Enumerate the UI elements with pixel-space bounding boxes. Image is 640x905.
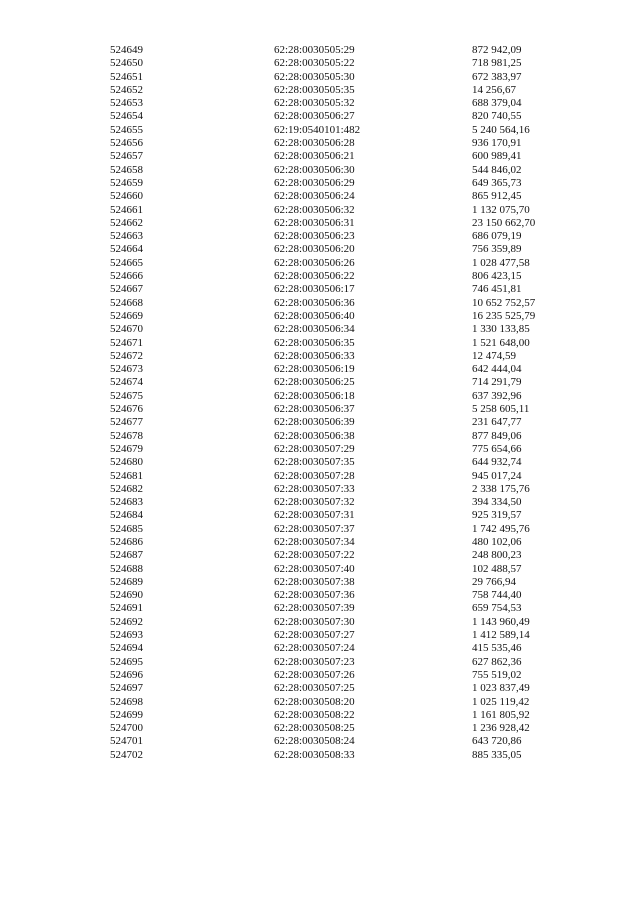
table-row xyxy=(110,110,570,123)
table-row xyxy=(110,629,570,642)
table-row xyxy=(110,204,570,217)
row-number: 524664 xyxy=(110,243,143,256)
table-row xyxy=(110,190,570,203)
table-row xyxy=(110,669,570,682)
table-row xyxy=(110,323,570,336)
table-row xyxy=(110,430,570,443)
cadastral-value: 544 846,02 xyxy=(472,163,522,176)
cadastral-number: 62:28:0030506:30 xyxy=(274,163,355,176)
row-number: 524651 xyxy=(110,70,143,83)
table-row xyxy=(110,509,570,522)
table-row xyxy=(110,376,570,389)
cadastral-number: 62:28:0030507:26 xyxy=(274,668,355,681)
cadastral-number: 62:28:0030506:35 xyxy=(274,336,355,349)
table-row xyxy=(110,150,570,163)
table-row xyxy=(110,456,570,469)
cadastral-value: 1 025 119,42 xyxy=(472,695,530,708)
cadastral-value: 649 365,73 xyxy=(472,176,522,189)
row-number: 524676 xyxy=(110,403,143,416)
row-number: 524649 xyxy=(110,44,143,56)
cadastral-value: 1 236 928,42 xyxy=(472,722,530,735)
row-number: 524661 xyxy=(110,203,143,216)
table-row xyxy=(110,297,570,310)
table-row xyxy=(110,97,570,110)
table-row xyxy=(110,443,570,456)
cadastral-number: 62:28:0030508:24 xyxy=(274,735,355,748)
row-number: 524683 xyxy=(110,496,143,509)
table-row xyxy=(110,642,570,655)
cadastral-number: 62:28:0030506:27 xyxy=(274,110,355,123)
cadastral-number: 62:28:0030507:23 xyxy=(274,655,355,668)
row-number: 524686 xyxy=(110,535,143,548)
cadastral-value: 806 423,15 xyxy=(472,270,522,283)
row-number: 524652 xyxy=(110,83,143,96)
cadastral-value: 688 379,04 xyxy=(472,97,522,110)
cadastral-number: 62:28:0030507:38 xyxy=(274,575,355,588)
table-row xyxy=(110,243,570,256)
table-row xyxy=(110,350,570,363)
table-row xyxy=(110,124,570,137)
cadastral-value: 659 754,53 xyxy=(472,602,522,615)
cadastral-number: 62:28:0030507:35 xyxy=(274,456,355,469)
row-number: 524675 xyxy=(110,389,143,402)
table-row xyxy=(110,337,570,350)
table-row xyxy=(110,310,570,323)
cadastral-value: 16 235 525,79 xyxy=(472,309,536,322)
cadastral-number: 62:28:0030507:31 xyxy=(274,509,355,522)
cadastral-value: 686 079,19 xyxy=(472,230,522,243)
row-number: 524662 xyxy=(110,216,143,229)
row-number: 524688 xyxy=(110,562,143,575)
cadastral-value: 1 742 495,76 xyxy=(472,522,530,535)
table-row xyxy=(110,483,570,496)
cadastral-value: 1 028 477,58 xyxy=(472,256,530,269)
cadastral-number: 62:28:0030506:22 xyxy=(274,270,355,283)
cadastral-number: 62:28:0030506:37 xyxy=(274,403,355,416)
table-row xyxy=(110,137,570,150)
row-number: 524660 xyxy=(110,190,143,203)
row-number: 524671 xyxy=(110,336,143,349)
table-row xyxy=(110,549,570,562)
table-row xyxy=(110,230,570,243)
cadastral-value: 23 150 662,70 xyxy=(472,216,536,229)
table-row xyxy=(110,390,570,403)
table-row xyxy=(110,363,570,376)
cadastral-number: 62:28:0030508:22 xyxy=(274,708,355,721)
row-number: 524697 xyxy=(110,682,143,695)
cadastral-value: 394 334,50 xyxy=(472,496,522,509)
cadastral-value: 5 240 564,16 xyxy=(472,123,530,136)
table-row xyxy=(110,722,570,735)
cadastral-value: 877 849,06 xyxy=(472,429,522,442)
cadastral-number: 62:28:0030506:25 xyxy=(274,376,355,389)
table-row xyxy=(110,696,570,709)
cadastral-number: 62:28:0030506:28 xyxy=(274,137,355,150)
row-number: 524678 xyxy=(110,429,143,442)
table-row xyxy=(110,589,570,602)
cadastral-value: 600 989,41 xyxy=(472,150,522,163)
cadastral-number: 62:28:0030506:32 xyxy=(274,203,355,216)
cadastral-value: 775 654,66 xyxy=(472,442,522,455)
cadastral-value: 936 170,91 xyxy=(472,137,522,150)
cadastral-value: 758 744,40 xyxy=(472,589,522,602)
row-number: 524667 xyxy=(110,283,143,296)
table-row xyxy=(110,523,570,536)
cadastral-value: 415 535,46 xyxy=(472,642,522,655)
row-number: 524690 xyxy=(110,589,143,602)
cadastral-value: 480 102,06 xyxy=(472,535,522,548)
table-row xyxy=(110,709,570,722)
cadastral-number: 62:28:0030507:37 xyxy=(274,522,355,535)
table-row xyxy=(110,257,570,270)
cadastral-value: 10 652 752,57 xyxy=(472,296,536,309)
table-row xyxy=(110,84,570,97)
table-row xyxy=(110,749,570,762)
cadastral-number: 62:28:0030507:28 xyxy=(274,469,355,482)
row-number: 524692 xyxy=(110,615,143,628)
cadastral-number: 62:28:0030506:40 xyxy=(274,309,355,322)
cadastral-value: 642 444,04 xyxy=(472,363,522,376)
cadastral-number: 62:28:0030505:35 xyxy=(274,83,355,96)
cadastral-number: 62:28:0030507:32 xyxy=(274,496,355,509)
cadastral-number: 62:28:0030507:40 xyxy=(274,562,355,575)
row-number: 524669 xyxy=(110,309,143,322)
cadastral-number: 62:28:0030508:33 xyxy=(274,748,355,761)
cadastral-number: 62:28:0030507:22 xyxy=(274,549,355,562)
cadastral-value: 1 330 133,85 xyxy=(472,323,530,336)
cadastral-number: 62:28:0030505:30 xyxy=(274,70,355,83)
cadastral-value: 5 258 605,11 xyxy=(472,403,530,416)
cadastral-number: 62:28:0030506:24 xyxy=(274,190,355,203)
cadastral-value: 925 319,57 xyxy=(472,509,522,522)
table-row xyxy=(110,270,570,283)
row-number: 524702 xyxy=(110,748,143,761)
table-row xyxy=(110,416,570,429)
table-row xyxy=(110,217,570,230)
row-number: 524650 xyxy=(110,57,143,70)
cadastral-value: 1 132 075,70 xyxy=(472,203,530,216)
cadastral-number: 62:28:0030506:23 xyxy=(274,230,355,243)
table-row xyxy=(110,57,570,70)
row-number: 524668 xyxy=(110,296,143,309)
row-number: 524694 xyxy=(110,642,143,655)
cadastral-number: 62:19:0540101:482 xyxy=(274,123,361,136)
cadastral-value: 755 519,02 xyxy=(472,668,522,681)
cadastral-number: 62:28:0030506:19 xyxy=(274,363,355,376)
row-number: 524684 xyxy=(110,509,143,522)
table-row xyxy=(110,576,570,589)
cadastral-value: 1 412 589,14 xyxy=(472,629,530,642)
cadastral-number: 62:28:0030507:24 xyxy=(274,642,355,655)
row-number: 524693 xyxy=(110,629,143,642)
row-number: 524696 xyxy=(110,668,143,681)
cadastral-value: 644 932,74 xyxy=(472,456,522,469)
row-number: 524653 xyxy=(110,97,143,110)
cadastral-value: 102 488,57 xyxy=(472,562,522,575)
cadastral-number: 62:28:0030507:30 xyxy=(274,615,355,628)
row-number: 524663 xyxy=(110,230,143,243)
cadastral-number: 62:28:0030506:29 xyxy=(274,176,355,189)
cadastral-value: 756 359,89 xyxy=(472,243,522,256)
cadastral-value: 14 256,67 xyxy=(472,83,516,96)
table-row xyxy=(110,563,570,576)
cadastral-number: 62:28:0030507:27 xyxy=(274,629,355,642)
row-number: 524659 xyxy=(110,176,143,189)
cadastral-value: 885 335,05 xyxy=(472,748,522,761)
cadastral-number: 62:28:0030506:39 xyxy=(274,416,355,429)
cadastral-value: 718 981,25 xyxy=(472,57,522,70)
row-number: 524679 xyxy=(110,442,143,455)
cadastral-number: 62:28:0030506:36 xyxy=(274,296,355,309)
cadastral-number: 62:28:0030505:22 xyxy=(274,57,355,70)
cadastral-number: 62:28:0030505:29 xyxy=(274,44,355,56)
cadastral-value: 231 647,77 xyxy=(472,416,522,429)
cadastral-number: 62:28:0030506:26 xyxy=(274,256,355,269)
cadastral-value: 29 766,94 xyxy=(472,575,516,588)
row-number: 524673 xyxy=(110,363,143,376)
table-row xyxy=(110,735,570,748)
cadastral-value: 12 474,59 xyxy=(472,349,516,362)
cadastral-number: 62:28:0030506:20 xyxy=(274,243,355,256)
cadastral-value: 872 942,09 xyxy=(472,44,522,56)
cadastral-number: 62:28:0030507:33 xyxy=(274,482,355,495)
cadastral-value: 865 912,45 xyxy=(472,190,522,203)
table-row xyxy=(110,44,570,57)
row-number: 524701 xyxy=(110,735,143,748)
cadastral-value: 746 451,81 xyxy=(472,283,522,296)
cadastral-number: 62:28:0030507:36 xyxy=(274,589,355,602)
table-row xyxy=(110,283,570,296)
row-number: 524700 xyxy=(110,722,143,735)
row-number: 524682 xyxy=(110,482,143,495)
cadastral-number: 62:28:0030507:34 xyxy=(274,535,355,548)
row-number: 524654 xyxy=(110,110,143,123)
cadastral-number: 62:28:0030507:29 xyxy=(274,442,355,455)
table-row xyxy=(110,656,570,669)
cadastral-number: 62:28:0030508:25 xyxy=(274,722,355,735)
cadastral-value: 672 383,97 xyxy=(472,70,522,83)
cadastral-value: 2 338 175,76 xyxy=(472,482,530,495)
row-number: 524687 xyxy=(110,549,143,562)
table-row xyxy=(110,164,570,177)
cadastral-value: 637 392,96 xyxy=(472,389,522,402)
cadastral-number: 62:28:0030506:18 xyxy=(274,389,355,402)
cadastral-number: 62:28:0030507:39 xyxy=(274,602,355,615)
table-row xyxy=(110,71,570,84)
table-row xyxy=(110,682,570,695)
table-row xyxy=(110,177,570,190)
table-row xyxy=(110,470,570,483)
row-number: 524658 xyxy=(110,163,143,176)
table-row xyxy=(110,616,570,629)
row-number: 524685 xyxy=(110,522,143,535)
row-number: 524666 xyxy=(110,270,143,283)
cadastral-number: 62:28:0030506:31 xyxy=(274,216,355,229)
cadastral-number: 62:28:0030505:32 xyxy=(274,97,355,110)
cadastral-value: 627 862,36 xyxy=(472,655,522,668)
row-number: 524657 xyxy=(110,150,143,163)
row-number: 524681 xyxy=(110,469,143,482)
row-number: 524677 xyxy=(110,416,143,429)
row-number: 524680 xyxy=(110,456,143,469)
table-row xyxy=(110,496,570,509)
cadastral-number: 62:28:0030508:20 xyxy=(274,695,355,708)
cadastral-number: 62:28:0030506:21 xyxy=(274,150,355,163)
cadastral-value: 945 017,24 xyxy=(472,469,522,482)
cadastral-number: 62:28:0030506:34 xyxy=(274,323,355,336)
row-number: 524695 xyxy=(110,655,143,668)
table-row xyxy=(110,602,570,615)
row-number: 524665 xyxy=(110,256,143,269)
cadastral-value: 643 720,86 xyxy=(472,735,522,748)
row-number: 524656 xyxy=(110,137,143,150)
cadastral-value: 1 161 805,92 xyxy=(472,708,530,721)
row-number: 524672 xyxy=(110,349,143,362)
row-number: 524670 xyxy=(110,323,143,336)
cadastral-number: 62:28:0030507:25 xyxy=(274,682,355,695)
row-number: 524691 xyxy=(110,602,143,615)
cadastral-number: 62:28:0030506:17 xyxy=(274,283,355,296)
row-number: 524698 xyxy=(110,695,143,708)
cadastral-value: 1 521 648,00 xyxy=(472,336,530,349)
cadastral-value: 1 143 960,49 xyxy=(472,615,530,628)
row-number: 524699 xyxy=(110,708,143,721)
table-row xyxy=(110,403,570,416)
row-number: 524689 xyxy=(110,575,143,588)
table-row xyxy=(110,536,570,549)
row-number: 524674 xyxy=(110,376,143,389)
cadastral-number: 62:28:0030506:38 xyxy=(274,429,355,442)
data-table xyxy=(110,44,570,762)
cadastral-value: 714 291,79 xyxy=(472,376,522,389)
cadastral-value: 820 740,55 xyxy=(472,110,522,123)
cadastral-value: 248 800,23 xyxy=(472,549,522,562)
cadastral-value: 1 023 837,49 xyxy=(472,682,530,695)
row-number: 524655 xyxy=(110,123,143,136)
cadastral-number: 62:28:0030506:33 xyxy=(274,349,355,362)
